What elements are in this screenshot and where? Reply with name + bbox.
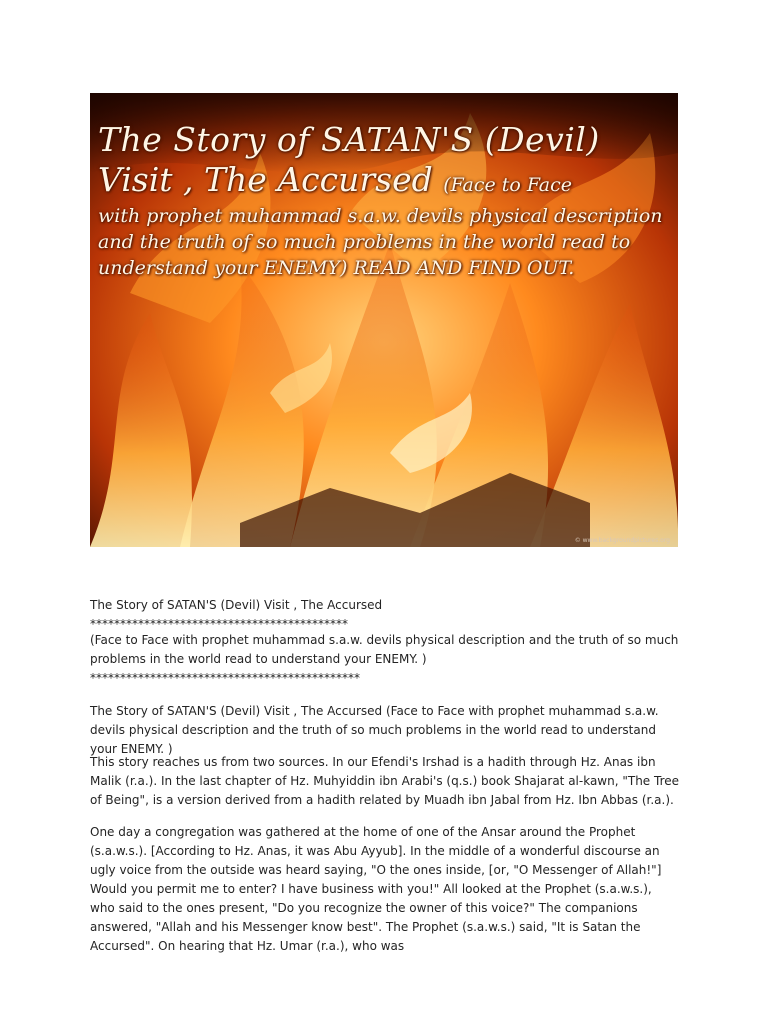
hero-title-line1: The Story of SATAN'S (Devil)	[98, 120, 600, 159]
article-heading: The Story of SATAN'S (Devil) Visit , The Accursed	[90, 598, 383, 612]
hero-subtitle-start: (Face to Face	[443, 174, 573, 196]
hero-title	[98, 119, 670, 281]
separator-stars-2: *********************************************	[90, 671, 360, 685]
paragraph-1: The Story of SATAN'S (Devil) Visit , The Accursed (Face to Face with prophet muhammad s.a.w. devils physical description and the truth of so much problems in the world read to understand your ENEMY. )	[90, 704, 659, 756]
paragraph-2: This story reaches us from two sources. In our Efendi's Irshad is a hadith through Hz. Anas ibn Malik (r.a.). In the last chapter of Hz. Muhyiddin ibn Arabi's (q.s.) book Shajarat al-kawn, "The Tree of Being", is a version derived from a hadith related by Muadh ibn Jabal from Hz. Ibn Abbas (r.a.).	[90, 755, 680, 807]
hero-subtitle: with prophet muhammad s.a.w. devils physical description and the truth of so much problems in the world read to understand your ENEMY) READ AND FIND OUT.	[98, 205, 663, 279]
article-heading-block	[90, 596, 680, 634]
fire-hero-image	[90, 93, 678, 547]
article-subheading-block	[90, 631, 680, 688]
article-subheading: (Face to Face with prophet muhammad s.a.w. devils physical description and the truth of so much problems in the world read to understand your ENEMY. )	[90, 633, 679, 666]
paragraph-3: One day a congregation was gathered at the home of one of the Ansar around the Prophet (s.a.w.s.). [According to Hz. Anas, it was Abu Ayyub]. In the middle of a wonderful discourse an ugly voice from the outside was heard saying, "O the ones inside, [or, "O Messenger of Allah!"] Would you permit me to enter? I have business with you!" All looked at the Prophet (s.a.w.s.), who said to the ones present, "Do you recognize the owner of this voice?" The companions answered, "Allah and his Messenger know best". The Prophet (s.a.w.s.) said, "It is Satan the Accursed". On hearing that Hz. Umar (r.a.), who was	[90, 825, 662, 953]
separator-stars-1: *******************************************	[90, 617, 348, 631]
hero-title-line2	[98, 161, 670, 204]
image-watermark: © www.backgroundpictures.org	[574, 537, 670, 544]
hero-title-line2-main: Visit , The Accursed	[98, 160, 433, 199]
